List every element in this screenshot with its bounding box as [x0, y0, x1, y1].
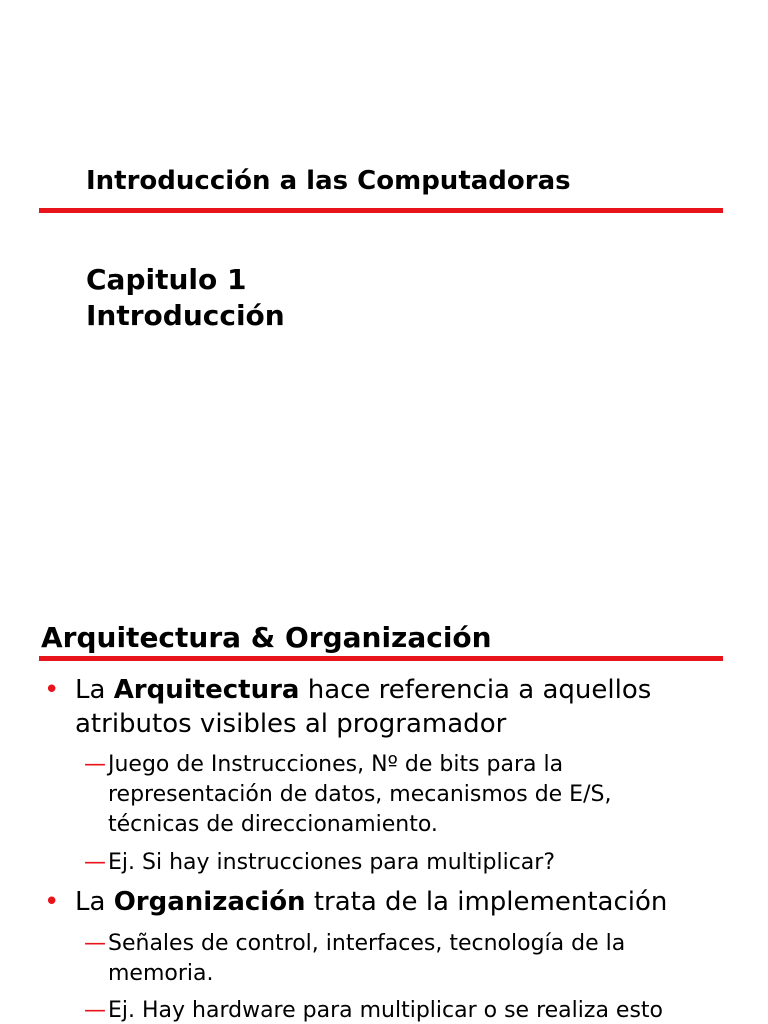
- chapter-name: Introducción: [86, 299, 285, 332]
- course-title: Introducción a las Computadoras: [86, 166, 571, 196]
- bullet-rest: trata de la implementación: [305, 887, 668, 917]
- sub-bullet-text: Ej. Hay hardware para multiplicar o se realiza esto: [108, 998, 663, 1023]
- slide-title: Arquitectura & Organización: [41, 621, 492, 654]
- title-underline-rule: [39, 208, 723, 213]
- dash-icon: —: [84, 931, 106, 956]
- sub-bullet-text: Ej. Si hay instrucciones para multiplicar?: [108, 850, 556, 875]
- bullet-prefix: La: [75, 675, 114, 705]
- dash-icon: —: [84, 850, 106, 875]
- bullet-icon: •: [44, 887, 60, 917]
- chapter-heading: [86, 262, 285, 334]
- bullet-keyword: Arquitectura: [113, 675, 300, 705]
- bullet-keyword: Organización: [113, 887, 306, 917]
- dash-icon: —: [84, 752, 106, 777]
- bullet-prefix: La: [75, 887, 114, 917]
- content-slide: [0, 600, 768, 1024]
- bullet-text: [75, 673, 735, 741]
- chapter-number: Capitulo 1: [86, 263, 247, 296]
- bullet-rest: hace referencia a aquellos atributos visibles al programador: [75, 675, 652, 739]
- sub-bullet-text: Juego de Instrucciones, Nº de bits para la representación de datos, mecanismos de E/S, técnicas de direccionamiento.: [108, 752, 612, 837]
- bullet-text: [75, 885, 735, 919]
- dash-icon: —: [84, 998, 106, 1023]
- slide-title-underline-rule: [39, 656, 723, 661]
- sub-bullet-text: Señales de control, interfaces, tecnología de la memoria.: [108, 931, 626, 986]
- bullet-icon: •: [44, 675, 60, 705]
